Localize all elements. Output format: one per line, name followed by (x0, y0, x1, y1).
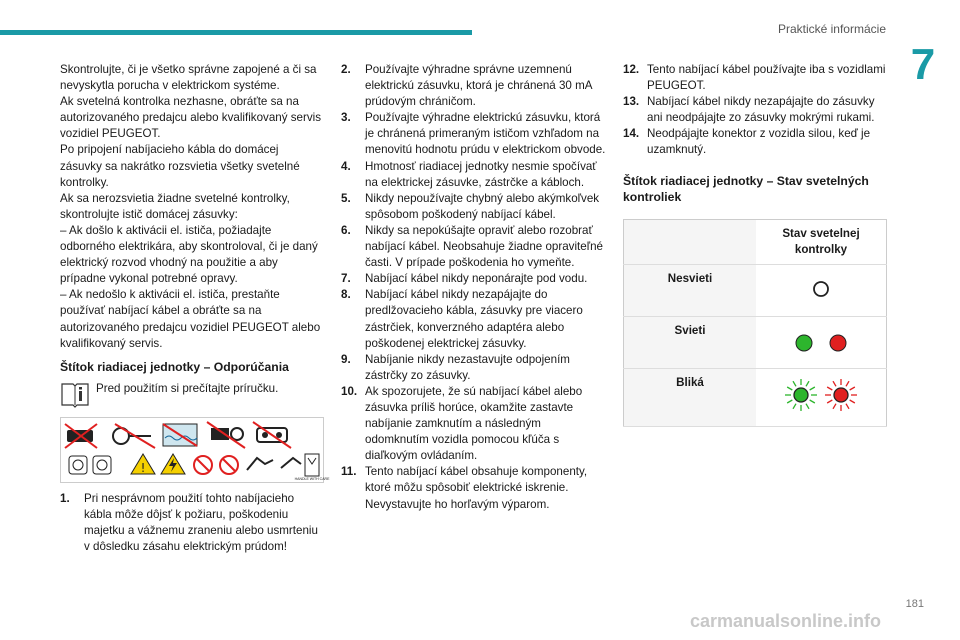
list-item: 9. Nabíjanie nikdy nezastavujte odpojením zástrčky zo zásuvky. (341, 352, 570, 382)
note-text: Pred použitím si prečítajte príručku. (96, 381, 279, 395)
row-label-blinking: Bliká (624, 368, 757, 426)
multi-socket-crossed-icon (253, 422, 291, 448)
no-wet-hands-icon (281, 458, 301, 468)
intro-paragraph: Ak svetelná kontrolka nezhasne, obráťte sa na autorizovaného predajcu alebo kvalifikovaný servis vozidiel PEUGEOT. (60, 95, 322, 141)
section-heading-status: Štítok riadiacej jednotky – Stav svetelných kontroliek (623, 173, 869, 204)
warning-triangle-icon (131, 454, 155, 475)
header-accent-bar (0, 30, 472, 35)
intro-paragraph: – Ak došlo k aktivácii el. ističa, požiadajte odborného elektrikára, aby skontroloval, či je daný elektrický rozvod vhodný na použitie a aby prípadne vykonal potrebné opravy. (60, 223, 318, 286)
list-item: 12. Tento nabíjací kábel používajte iba s vozidlami PEUGEOT. (623, 63, 886, 93)
no-repair-icon (220, 456, 238, 474)
list-item: 14. Neodpájajte konektor z vozidla silou, keď je uzamknutý. (623, 127, 871, 157)
intro-paragraph: – Ak nedošlo k aktivácii el. ističa, prestaňte používať nabíjací kábel a obráťte sa na autorizovaného predajcu vozidiel PEUGEOT alebo kvalifikovaný servis. (60, 288, 321, 350)
svg-text:!: ! (140, 460, 146, 475)
chapter-number: 7 (910, 40, 936, 89)
list-item: 5. Nikdy nepoužívajte chybný alebo akýmkoľvek spôsobom poškodený nabíjací kábel. (341, 191, 600, 221)
list-item: 7. Nabíjací kábel nikdy neponárajte pod vodu. (341, 272, 588, 286)
list-item: 8. Nabíjací kábel nikdy nezapájajte do predlžovacieho kábla, zásuvky pre viacero zástrčiek, konverzného adaptéra alebo poškodenej elektrickej zásuvky. (341, 288, 583, 350)
cable-reel-crossed-icon (113, 424, 155, 448)
list-item: 6. Nikdy sa nepokúšajte opraviť alebo rozobrať nabíjací kábel. Neobsahuje žiadne opraviteľné časti. V prípade poškodenia ho vymeňte. (341, 223, 603, 270)
list-item: 11. Tento nabíjací kábel obsahuje komponenty, ktoré môžu spôsobiť elektrické iskrenie. Nevystavujte ho horľavým výparom. (341, 465, 588, 511)
indicator-status-table (623, 219, 887, 427)
table-header: Stav svetelnej kontrolky (756, 219, 887, 264)
row-label-off: Nesvieti (624, 264, 757, 316)
intro-paragraph: Ak sa nerozsvietia žiadne svetelné kontrolky, skontrolujte istič domácej zásuvky: (60, 191, 290, 221)
control-unit-warning-label (60, 417, 330, 483)
plug-crossed-icon (65, 424, 97, 448)
row-label-on: Svieti (624, 316, 757, 368)
manual-book-icon (60, 381, 90, 407)
column-1 (60, 62, 330, 555)
no-pull-icon (247, 458, 273, 470)
no-spark-icon (194, 456, 212, 474)
handle-with-care-icon (305, 454, 319, 476)
list-item: 10. Ak spozorujete, že sú nabíjací kábel alebo zásuvka príliš horúce, okamžite zastavte nabíjanie zamknutím a následným odomknutím vozidla pomocou kľúča s diaľkovým ovládaním. (341, 384, 583, 463)
intro-paragraph: Skontrolujte, či je všetko správne zapojené a či sa nevyskytla porucha v elektrickom systéme. (60, 63, 317, 93)
section-title: Praktické informácie (777, 22, 886, 36)
indicator-on-icon (776, 323, 866, 357)
watermark: carmanualsonline.info (690, 611, 882, 631)
list-item: 13. Nabíjací kábel nikdy nezapájajte do zásuvky ani neodpájajte zo zásuvky mokrými rukami. (623, 95, 875, 125)
column-3 (623, 62, 888, 427)
indicator-blinking-icon (771, 375, 871, 415)
socket-icons (69, 456, 111, 474)
section-heading-recommendations: Štítok riadiacej jednotky – Odporúčania (60, 359, 289, 374)
note-block (60, 381, 322, 407)
list-item: 3. Používajte výhradne elektrickú zásuvku, ktorá je chránená primeraným ističom vzhľadom na menovitú hodnotu prúdu v elektrickom obvode. (341, 111, 606, 157)
intro-paragraph: Po pripojení nabíjacieho kábla do domácej zásuvky sa nakrátko rozsvietia všetky svetelné kontrolky. (60, 143, 300, 189)
column-2 (341, 62, 606, 513)
page-number: 181 (905, 598, 924, 610)
list-item: 1. Pri nesprávnom použití tohto nabíjacieho kábla môže dôjsť k požiaru, poškodeniu majetku a vážnemu zraneniu alebo usmrteniu v dôsledku zásahu elektrickým prúdom! (60, 491, 318, 553)
handle-with-care-text: HANDLE WITH CARE (294, 476, 330, 481)
water-crossed-icon (163, 424, 197, 446)
indicator-off-icon (801, 271, 841, 305)
list-item: 2. Používajte výhradne správne uzemnenú elektrickú zásuvku, ktorá je chránená 30 mA prúdovým chráničom. (341, 63, 592, 109)
electric-hazard-icon (161, 454, 185, 474)
list-item: 4. Hmotnosť riadiacej jednotky nesmie spočívať na elektrickej zásuvke, zástrčke a kábloch. (341, 159, 597, 189)
adapter-crossed-icon (207, 422, 245, 448)
